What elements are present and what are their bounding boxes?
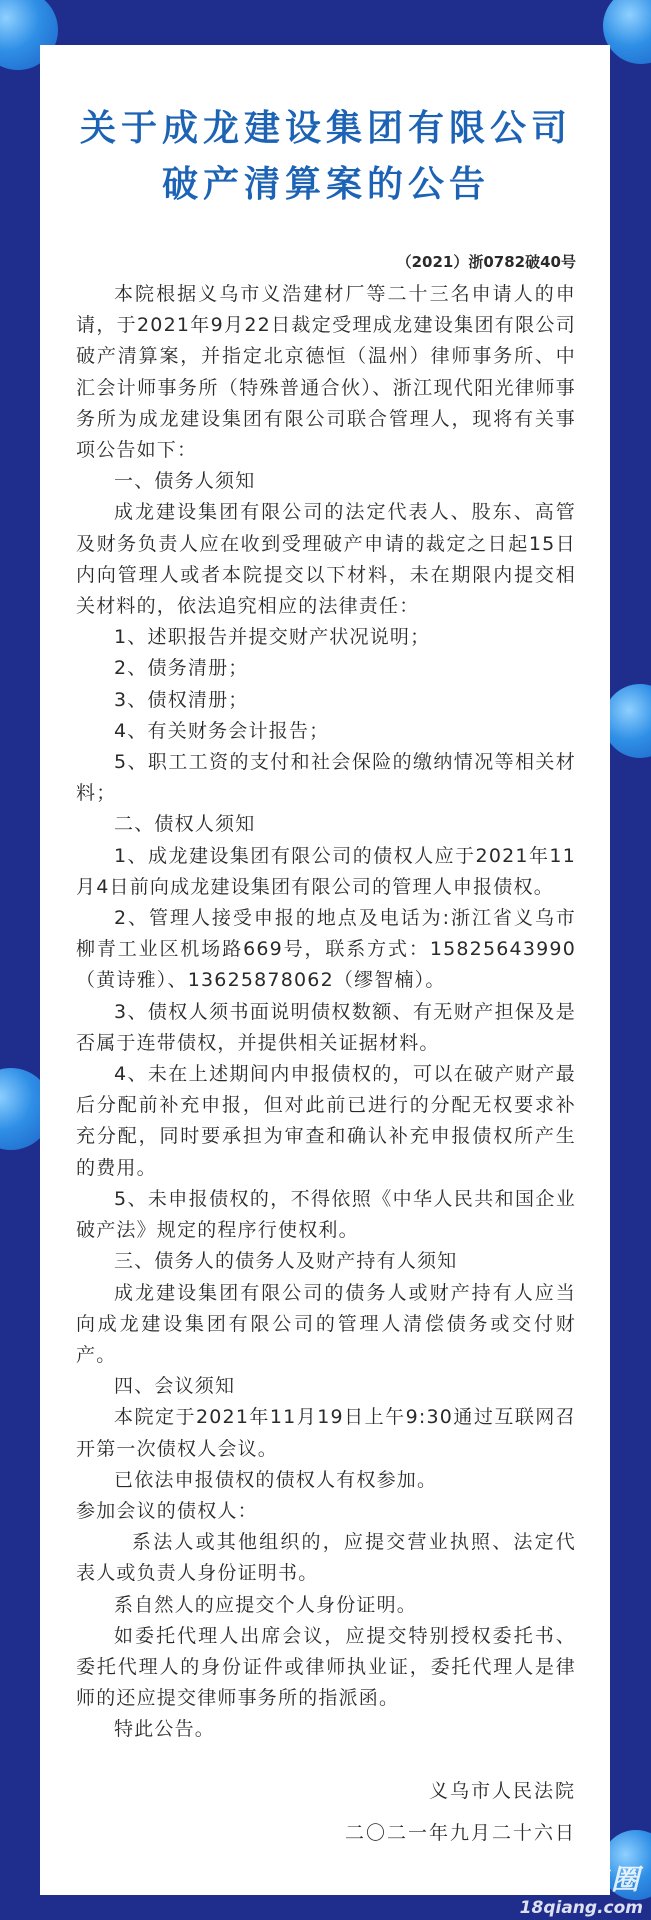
decorative-bubble <box>603 0 651 64</box>
signature-block <box>76 1770 576 1854</box>
notice-paper <box>40 45 610 1895</box>
intro-paragraph: 本院根据义乌市义浩建材厂等二十三名申请人的申请，于2021年9月22日裁定受理成龙建设集团有限公司破产清算案，并指定北京德恒（温州）律师事务所、中汇会计师事务所（特殊普通合伙）、浙江现代阳光律师事务所为成龙建设集团有限公司联合管理人，现将有关事项公告如下： <box>76 283 576 462</box>
paragraph: 如委托代理人出席会议，应提交特别授权委托书、委托代理人的身份证件或律师执业证，委托代理人是律师的还应提交律师事务所的指派函。 <box>76 1624 576 1710</box>
list-item: 3、债权人须书面说明债权数额、有无财产担保及是否属于连带债权，并提供相关证据材料。 <box>76 1000 576 1054</box>
list-item: 5、职工工资的支付和社会保险的缴纳情况等相关材料； <box>76 751 576 805</box>
list-item: 2、债务清册； <box>114 657 249 680</box>
section-heading-meeting: 四、会议须知 <box>114 1375 236 1398</box>
section-heading-creditor: 二、债权人须知 <box>114 813 256 836</box>
list-item: 4、有关财务会计报告； <box>114 719 330 742</box>
title-line-2: 破产清算案的公告 <box>161 164 490 205</box>
list-item: 1、成龙建设集团有限公司的债权人应于2021年11月4日前向成龙建设集团有限公司的管理人申报债权。 <box>76 844 576 898</box>
watermark-logo: 庄圈 <box>578 1863 643 1896</box>
watermark-url: 18qiang.com <box>519 1898 643 1918</box>
paragraph: 已依法申报债权的债权人有权参加。 <box>114 1468 438 1491</box>
list-item: 4、未在上述期间内申报债权的，可以在破产财产最后分配前补充申报，但对此前已进行的分配无权要求补充分配，同时要承担为审查和确认补充申报债权所产生的费用。 <box>76 1063 576 1179</box>
paragraph: 本院定于2021年11月19日上午9:30通过互联网召开第一次债权人会议。 <box>76 1406 576 1460</box>
notice-date: 二〇二一年九月二十六日 <box>344 1821 576 1844</box>
section-heading-debtor: 一、债务人须知 <box>114 470 256 493</box>
list-item: 3、债权清册； <box>114 688 249 711</box>
closing-line: 特此公告。 <box>114 1718 216 1741</box>
list-item: 2、管理人接受申报的地点及电话为:浙江省义乌市柳青工业区机场路669号，联系方式：15825643990（黄诗雅）、13625878062（缪智楠）。 <box>76 907 576 992</box>
title-line-1: 关于成龙建设集团有限公司 <box>79 108 572 149</box>
paragraph: 成龙建设集团有限公司的债务人或财产持有人应当向成龙建设集团有限公司的管理人清偿债务或交付财产。 <box>76 1281 576 1366</box>
paragraph: 成龙建设集团有限公司的法定代表人、股东、高管及财务负责人应在收到受理破产申请的裁定之日起15日内向管理人或者本院提交以下材料，未在期限内提交相关材料的，依法追究相应的法律责任： <box>76 501 576 618</box>
notice-title <box>76 101 576 213</box>
site-watermark <box>520 1858 643 1918</box>
list-item: 1、述职报告并提交财产状况说明； <box>114 626 431 649</box>
paragraph: 参加会议的债权人： <box>76 1499 258 1522</box>
notice-body <box>76 279 576 1746</box>
paragraph: 系自然人的应提交个人身份证明。 <box>114 1593 418 1616</box>
document-number: （2021）浙0782破40号 <box>396 253 576 271</box>
paragraph: 系法人或其他组织的，应提交营业执照、法定代表人或负责人身份证明书。 <box>76 1531 576 1585</box>
court-name: 义乌市人民法院 <box>428 1779 576 1802</box>
section-heading-debtor-holders: 三、债务人的债务人及财产持有人须知 <box>114 1250 458 1273</box>
list-item: 5、未申报债权的，不得依照《中华人民共和国企业破产法》规定的程序行使权利。 <box>76 1187 576 1242</box>
decorative-bubble <box>603 684 651 758</box>
